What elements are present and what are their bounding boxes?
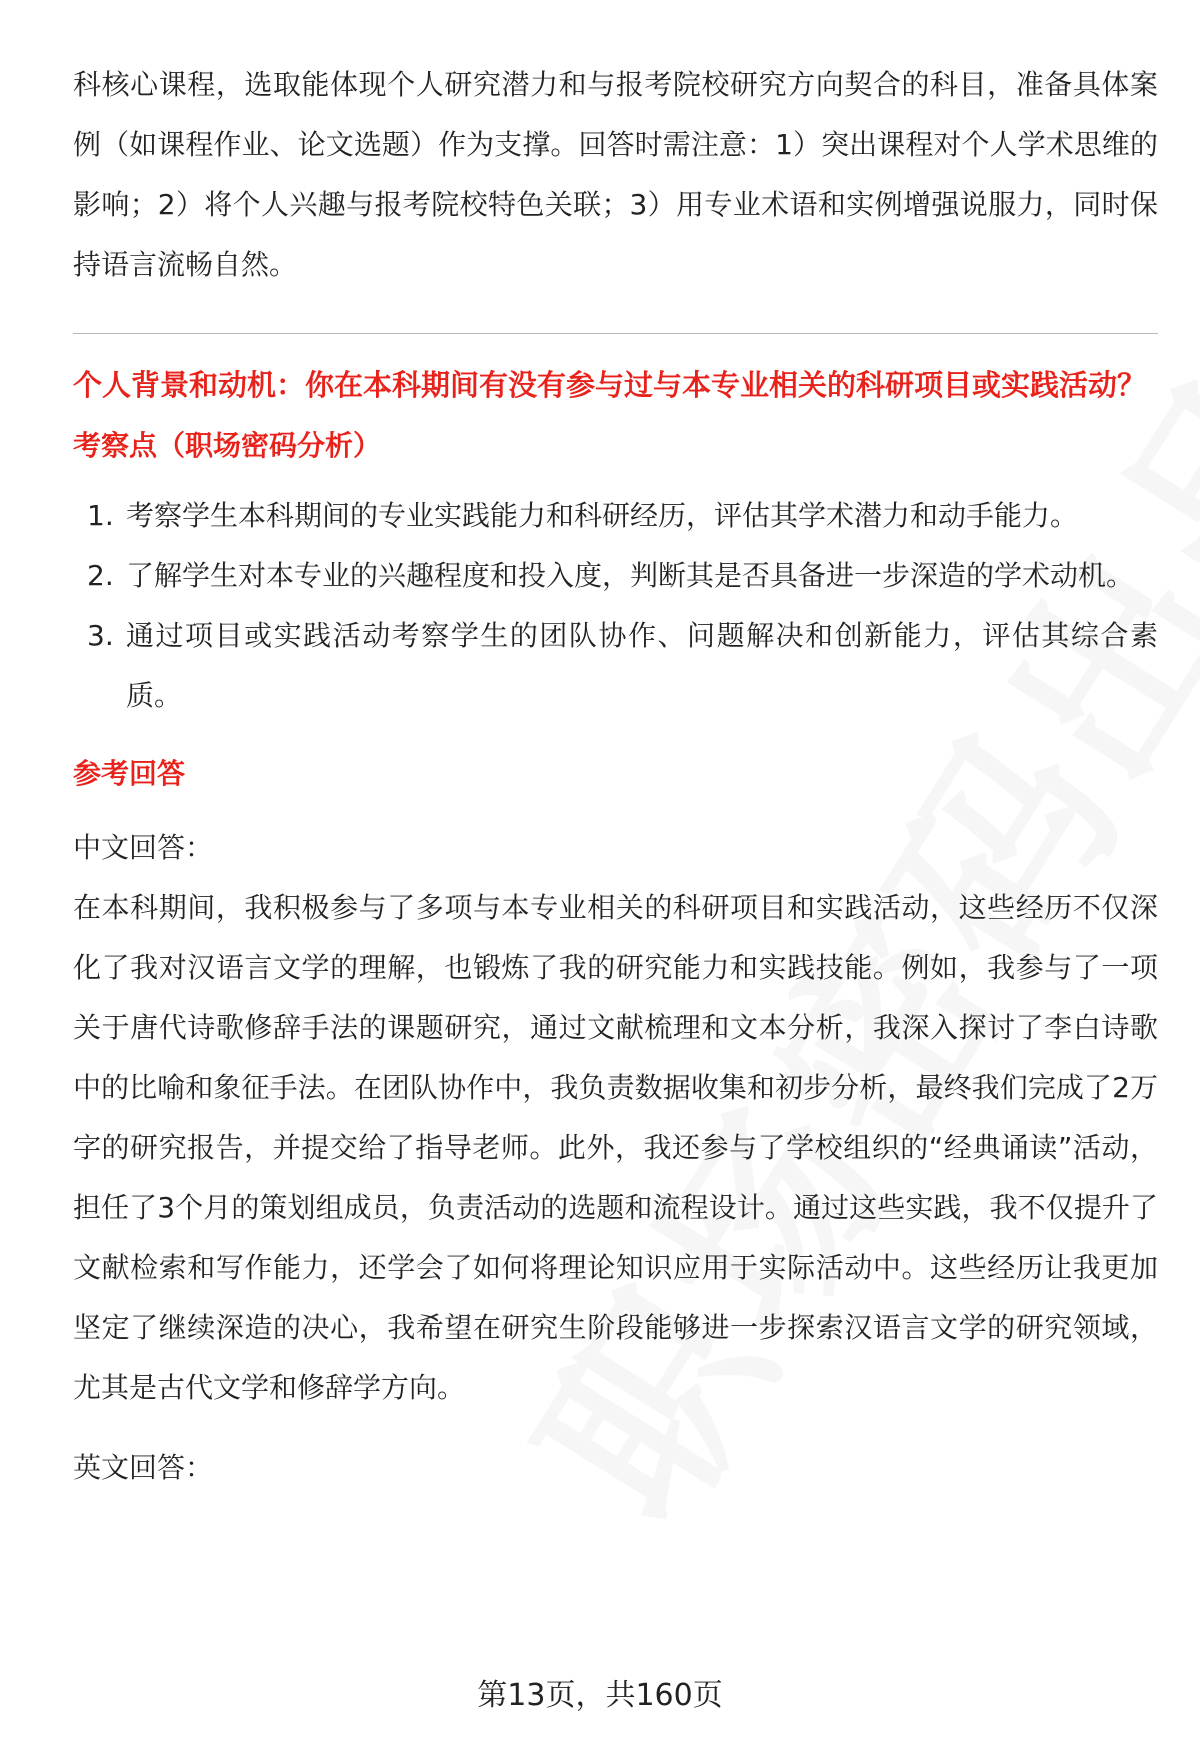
list-item: [73, 546, 1158, 606]
list-item-number: 3.: [87, 619, 114, 652]
list-item-text: 通过项目或实践活动考察学生的团队协作、问题解决和创新能力，评估其综合素质。: [126, 619, 1158, 712]
intro-paragraph: 科核心课程，选取能体现个人研究潜力和与报考院校研究方向契合的科目，准备具体案例（如课程作业、论文选题）作为支撑。回答时需注意：1）突出课程对个人学术思维的影响；2）将个人兴趣与报考院校特色关联；3）用专业术语和实例增强说服力，同时保持语言流畅自然。: [73, 68, 1158, 281]
english-answer-label: 英文回答：: [73, 1451, 214, 1484]
document-page: [73, 55, 1158, 1498]
list-item-number: 2.: [87, 559, 114, 592]
list-item: [73, 486, 1158, 546]
question-heading: 个人背景和动机：你在本科期间有没有参与过与本专业相关的科研项目或实践活动？: [73, 368, 1147, 402]
list-item-text: 考察学生本科期间的专业实践能力和科研经历，评估其学术潜力和动手能力。: [126, 499, 1079, 532]
list-item-text: 了解学生对本专业的兴趣程度和投入度，判断其是否具备进一步深造的学术动机。: [126, 559, 1135, 592]
list-item-number: 1.: [87, 499, 114, 532]
chinese-answer-label: 中文回答：: [73, 831, 214, 864]
section-divider: [73, 333, 1158, 334]
assessment-heading: 考察点（职场密码分析）: [73, 429, 382, 462]
page-number-footer: 第13页，共160页: [477, 1678, 723, 1713]
chinese-answer-text: 在本科期间，我积极参与了多项与本专业相关的科研项目和实践活动，这些经历不仅深化了我对汉语言文学的理解，也锻炼了我的研究能力和实践技能。例如，我参与了一项关于唐代诗歌修辞手法的课题研究，通过文献梳理和文本分析，我深入探讨了李白诗歌中的比喻和象征手法。在团队协作中，我负责数据收集和初步分析，最终我们完成了2万字的研究报告，并提交给了指导老师。此外，我还参与了学校组织的“经典诵读”活动，担任了3个月的策划组成员，负责活动的选题和流程设计。通过这些实践，我不仅提升了文献检索和写作能力，还学会了如何将理论知识应用于实际活动中。这些经历让我更加坚定了继续深造的决心，我希望在研究生阶段能够进一步探索汉语言文学的研究领域，尤其是古代文学和修辞学方向。: [73, 891, 1158, 1404]
assessment-points-list: [73, 486, 1158, 726]
list-item: [73, 606, 1158, 726]
reference-answer-heading: 参考回答: [73, 757, 186, 790]
